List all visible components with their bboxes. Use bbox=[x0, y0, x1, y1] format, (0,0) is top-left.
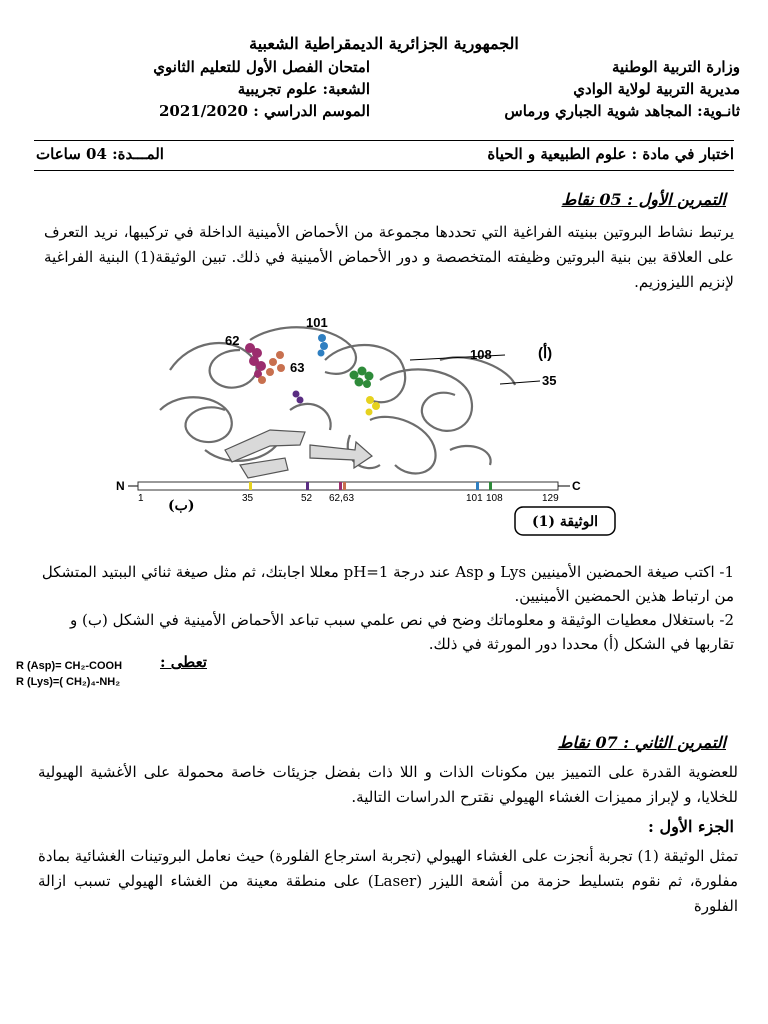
tick-101: 101 bbox=[466, 493, 483, 504]
formula-lys: R (Lys)=( CH₂)₄-NH₂ bbox=[16, 676, 121, 688]
header-divider-top bbox=[34, 140, 734, 141]
marker-62 bbox=[339, 482, 342, 490]
season-line: الموسم الدراسي : 2021/2020 bbox=[159, 102, 370, 120]
residue-62 bbox=[245, 343, 266, 378]
tick-129: 129 bbox=[542, 493, 559, 504]
marker-101 bbox=[476, 482, 479, 490]
residue-label-101: 101 bbox=[306, 315, 328, 330]
ministry-line: وزارة التربية الوطنية bbox=[611, 58, 740, 76]
residue-35 bbox=[366, 396, 381, 416]
marker-52 bbox=[306, 482, 309, 490]
residue-label-108: 108 bbox=[470, 347, 492, 362]
part1-title: الجزء الأول : bbox=[648, 817, 734, 836]
tick-62-63: 62,63 bbox=[329, 493, 355, 504]
figure-label-b: (ب) bbox=[168, 498, 195, 514]
marker-63 bbox=[343, 482, 346, 490]
exam-line: امتحان الفصل الأول للتعليم الثانوي bbox=[153, 58, 370, 76]
given-label: تعطى : bbox=[160, 653, 207, 671]
lysozyme-figure-svg bbox=[110, 300, 598, 550]
question-2: 2- باستغلال معطيات الوثيقة و معلوماتك وضح في نص علمي سبب تباعد الأحماض الأمينية في الشكل (ب) و تقاربها في الشكل (أ) محددا دور المورثة في ذلك. bbox=[69, 611, 734, 653]
marker-108 bbox=[489, 482, 492, 490]
exercise2-title: التمرين الثاني : 07 نقاط bbox=[557, 733, 726, 752]
bar-end-n: N bbox=[116, 479, 125, 493]
figure-label-a: (أ) bbox=[538, 345, 553, 362]
question-1: 1- اكتب صيغة الحمضين الأمينيين Lys و Asp عند درجة pH=1 معللا اجابتك، ثم مثل صيغة ثنائي الببتيد المتشكل من ارتباط هذين الحمضين الأمينيين. bbox=[41, 563, 734, 605]
exercise1-title: التمرين الأول : 05 نقاط bbox=[561, 190, 726, 209]
tick-108: 108 bbox=[486, 493, 503, 504]
formulas-block bbox=[16, 658, 122, 690]
exercise1-questions bbox=[34, 560, 734, 656]
republic-title: الجمهورية الجزائرية الديمقراطية الشعبية bbox=[249, 34, 519, 53]
part1-text: تمثل الوثيقة (1) تجربة أنجزت على الغشاء الهيولي (تجربة استرجاع الفلورة) حيث نعامل البروتينات الغشائية بمادة مفلورة، ثم نقوم بتسليط حزمة من أشعة الليزر (Laser) على منطقة معينة من الغشاء الهيولي تسبب ازالة الفلورة bbox=[38, 847, 738, 915]
tick-35: 35 bbox=[242, 493, 254, 504]
formula-asp: R (Asp)= CH₂-COOH bbox=[16, 660, 123, 672]
residue-52 bbox=[293, 391, 304, 404]
tick-1: 1 bbox=[138, 493, 144, 504]
pointer-35 bbox=[500, 381, 540, 384]
subject-line: اختبار في مادة : علوم الطبيعية و الحياة bbox=[487, 145, 734, 163]
tick-52: 52 bbox=[301, 493, 313, 504]
residue-label-35: 35 bbox=[542, 373, 557, 388]
lysozyme-figure bbox=[110, 300, 598, 550]
exercise1-intro: يرتبط نشاط البروتين ببنيته الفراغية التي تحددها مجموعة من الأحماض الأمينية الداخلة في تركيبها، نريد التعرف على العلاقة بين بنية البروتين وظيفته المتخصصة و دور الأحماض الأمينية في ذلك. تبين الوثيقة(1) البنية الفراغية لإنزيم الليزوزيم. bbox=[44, 223, 734, 291]
figure-caption: الوثيقة (1) bbox=[532, 514, 598, 530]
marker-35 bbox=[249, 482, 252, 490]
residue-label-62: 62 bbox=[225, 333, 240, 348]
duration-line: المـــدة: 04 ساعات bbox=[36, 145, 164, 163]
directorate-line: مديرية التربية لولاية الوادي bbox=[573, 80, 740, 98]
bar-end-c: C bbox=[572, 479, 581, 493]
residue-label-63: 63 bbox=[290, 360, 305, 375]
residue-108 bbox=[350, 367, 374, 389]
school-line: ثانـوية: المجاهد شوية الجباري ورماس bbox=[504, 102, 740, 120]
stream-line: الشعبة: علوم تجريبية bbox=[237, 80, 370, 98]
sequence-bar bbox=[138, 482, 558, 490]
header-right-block bbox=[410, 56, 740, 122]
header-left-block bbox=[40, 56, 370, 122]
residue-101 bbox=[318, 334, 329, 357]
header-divider-bottom bbox=[34, 170, 734, 171]
exercise2-intro: للعضوية القدرة على التمييز بين مكونات الذات و اللا ذات بفضل جزيئات خاصة محمولة على الأغشية الهيولية للخلايا، و لإبراز مميزات الغشاء الهيولي نقترح الدراسات التالية. bbox=[38, 763, 738, 806]
